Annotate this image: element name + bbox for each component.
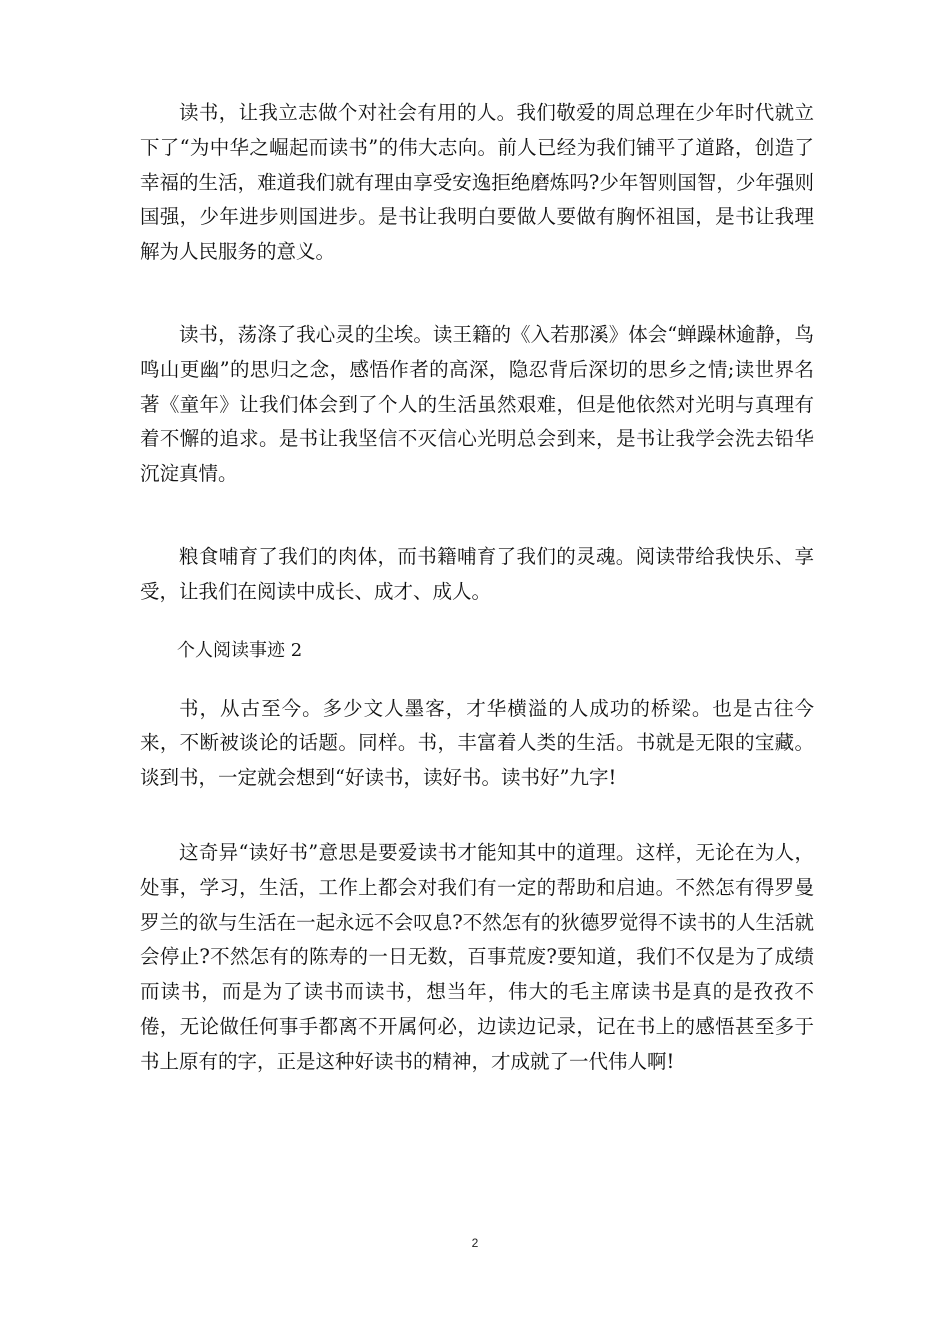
document-body <box>140 96 814 1080</box>
section-heading: 个人阅读事迹 2 <box>177 639 303 661</box>
paragraph-reading-soul: 读书，荡涤了我心灵的尘埃。读王籍的《入若那溪》体会“蝉躁林逾静，鸟鸣山更幽”的思归之念，感悟作者的高深，隐忍背后深切的思乡之情;读世界名著《童年》让我们体会到了个人的生活虽然艰难，但是他依然对光明与真理有着不懈的追求。是书让我坚信不灭信心光明总会到来，是书让我学会洗去铅华沉淀真情。 <box>140 322 814 486</box>
paragraph-spacer <box>140 492 814 540</box>
paragraph-books-through-ages: 书，从古至今。多少文人墨客，才华横溢的人成功的桥梁。也是古往今来，不断被谈论的话题。同样。书，丰富着人类的生活。书就是无限的宝藏。谈到书，一定就会想到“好读书，读好书。读书好”九字! <box>140 696 814 790</box>
paragraph-read-good-books: 这奇异“读好书”意思是要爱读书才能知其中的道理。这样，无论在为人，处事，学习，生活，工作上都会对我们有一定的帮助和启迪。不然怎有得罗曼罗兰的欲与生活在一起永远不会叹息?不然怎有的狄德罗觉得不读书的人生活就会停止?不然怎有的陈寿的一日无数，百事荒废?要知道，我们不仅是为了成绩而读书，而是为了读书而读书，想当年，伟大的毛主席读书是真的是孜孜不倦，无论做任何事手都离不开属何必，边读边记录，记在书上的感悟甚至多于书上原有的字，正是这种好读书的精神，才成就了一代伟人啊! <box>140 840 814 1073</box>
paragraph-spacer <box>140 610 814 636</box>
paragraph-reading-ambition: 读书，让我立志做个对社会有用的人。我们敬爱的周总理在少年时代就立下了“为中华之崛起而读书”的伟大志向。前人已经为我们铺平了道路，创造了幸福的生活，难道我们就有理由享受安逸拒绝磨炼吗?少年智则国智，少年强则国强，少年进步则国进步。是书让我明白要做人要做有胸怀祖国，是书让我理解为人民服务的意义。 <box>140 101 814 264</box>
paragraph-spacer <box>140 666 814 692</box>
paragraph-spacer <box>140 796 814 836</box>
page-number: 2 <box>471 1236 479 1250</box>
paragraph-food-and-books: 粮食哺育了我们的肉体，而书籍哺育了我们的灵魂。阅读带给我快乐、享受，让我们在阅读中成长、成才、成人。 <box>140 544 814 603</box>
paragraph-spacer <box>140 270 814 318</box>
